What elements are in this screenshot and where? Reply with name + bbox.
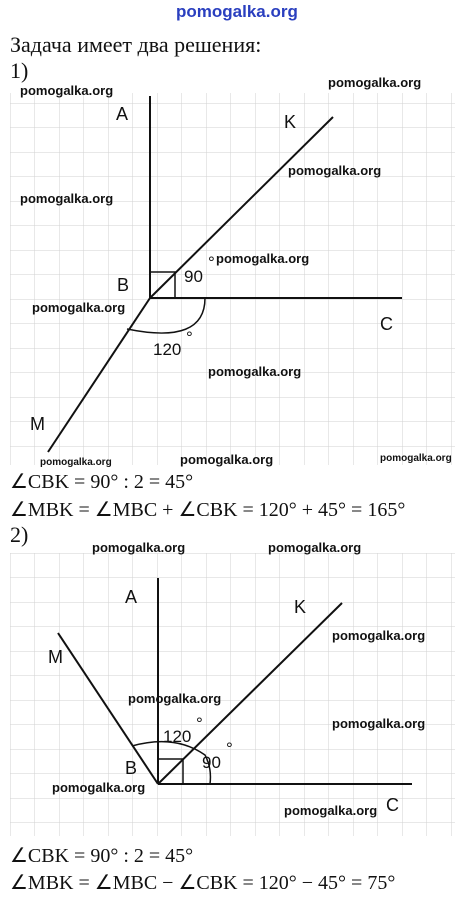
solution2-equation2: ∠MBK = ∠MBC − ∠CBK = 120° − 45° = 75°: [10, 872, 396, 894]
watermark: pomogalka.org: [20, 83, 114, 98]
watermark: pomogalka.org: [284, 803, 378, 818]
watermark: pomogalka.org: [92, 540, 186, 555]
label-B: B: [125, 758, 138, 778]
figure-1: [0, 88, 469, 468]
solution1-equation1: ∠CBK = 90° : 2 = 45°: [10, 471, 194, 493]
angle-90-degree: °: [208, 253, 215, 272]
watermark: pomogalka.org: [268, 540, 362, 555]
solution1-number: 1): [10, 58, 29, 83]
label-K: K: [284, 112, 297, 132]
watermark: pomogalka.org: [216, 251, 310, 266]
label-M: M: [48, 647, 63, 667]
angle-120-degree: °: [186, 328, 193, 347]
label-A: A: [125, 587, 138, 607]
watermark: pomogalka.org: [40, 457, 112, 468]
label-B: B: [117, 275, 130, 295]
watermark: pomogalka.org: [128, 691, 222, 706]
watermark: pomogalka.org: [380, 453, 452, 464]
watermark: pomogalka.org: [288, 163, 382, 178]
watermark: pomogalka.org: [208, 364, 302, 379]
watermark: pomogalka.org: [332, 628, 426, 643]
label-A: A: [116, 104, 129, 124]
watermark: pomogalka.org: [32, 300, 126, 315]
label-K: K: [294, 597, 307, 617]
intro-text: Задача имеет два решения:: [10, 32, 262, 57]
watermark: pomogalka.org: [20, 191, 114, 206]
label-C: C: [380, 314, 393, 334]
watermark: pomogalka.org: [180, 452, 274, 467]
watermark: pomogalka.org: [332, 716, 426, 731]
solution2-number: 2): [10, 522, 29, 547]
angle-90-value: 90: [202, 753, 221, 772]
solution2-equation1: ∠CBK = 90° : 2 = 45°: [10, 845, 194, 867]
watermark: pomogalka.org: [328, 75, 422, 90]
solution1-equation2: ∠MBK = ∠MBC + ∠CBK = 120° + 45° = 165°: [10, 499, 406, 521]
angle-90-degree: °: [226, 739, 233, 758]
angle-90-value: 90: [184, 267, 203, 286]
label-C: C: [386, 795, 399, 815]
angle-120-value: 120: [153, 340, 182, 359]
angle-120-degree: °: [196, 714, 203, 733]
site-title[interactable]: pomogalka.org: [176, 2, 298, 21]
watermark: pomogalka.org: [52, 780, 146, 795]
angle-120-value: 120: [163, 727, 192, 746]
label-M: M: [30, 414, 45, 434]
